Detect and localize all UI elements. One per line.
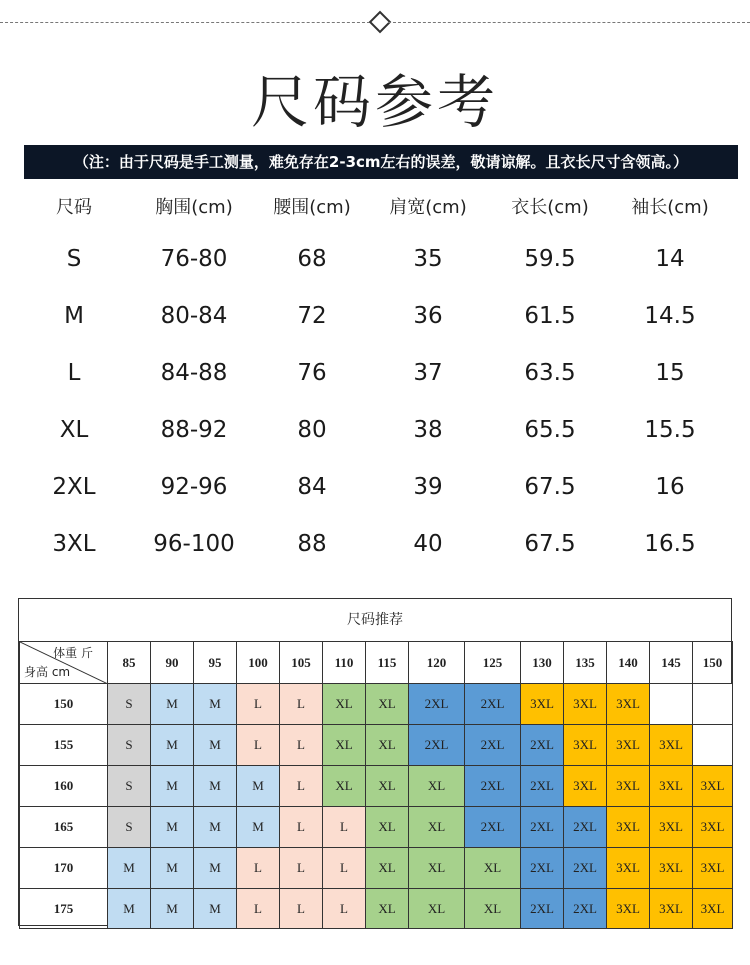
height-header: 170 [20,848,108,889]
size-cell: XL [323,725,366,766]
size-cell: L [237,684,280,725]
table-cell: 59.5 [524,246,576,272]
size-cell: 2XL [521,725,564,766]
size-cell: 2XL [409,725,465,766]
table-cell: 80 [297,417,327,443]
weight-header: 100 [237,642,280,684]
table-cell: 15.5 [644,417,696,443]
size-cell: 2XL [465,766,521,807]
size-cell [650,684,693,725]
size-cell: L [237,889,280,929]
size-cell: 3XL [650,725,693,766]
size-cell: XL [465,848,521,889]
size-cell: 3XL [607,807,650,848]
table-cell: 65.5 [524,417,576,443]
table-row [20,684,733,725]
size-cell: 2XL [409,684,465,725]
size-cell: XL [465,889,521,929]
table-cell: 2XL [52,474,96,500]
measurement-note: （注：由于尺码是手工测量，难免存在2-3cm左右的误差，敬请谅解。且衣长尺寸含领高。） [24,145,738,179]
table-cell: 16 [655,474,685,500]
weight-header: 105 [280,642,323,684]
size-cell: M [194,889,237,929]
height-header: 150 [20,684,108,725]
column-header: 衣长(cm) [511,197,589,218]
table-row [20,848,733,889]
table-cell: 84 [297,474,327,500]
size-cell: S [108,766,151,807]
column-header: 尺码 [56,197,92,218]
size-cell: XL [366,684,409,725]
size-cell: 2XL [521,766,564,807]
table-cell: XL [59,417,89,443]
table-cell: 36 [413,303,443,329]
table-cell: 72 [297,303,327,329]
size-cell: XL [366,848,409,889]
size-cell: M [194,766,237,807]
size-cell: L [280,766,323,807]
table-row [20,725,733,766]
size-cell: L [323,848,366,889]
size-cell: M [194,684,237,725]
table-cell: 35 [413,246,443,272]
size-cell: 3XL [650,848,693,889]
size-cell: M [237,766,280,807]
size-cell: M [151,684,194,725]
size-cell: XL [409,889,465,929]
size-cell: M [237,807,280,848]
size-cell: 2XL [465,807,521,848]
size-cell [693,725,733,766]
table-cell: 39 [413,474,443,500]
table-cell: 40 [413,531,443,557]
table-cell: 76 [297,360,327,386]
table-cell: 67.5 [524,474,576,500]
size-cell: S [108,807,151,848]
size-cell: 3XL [650,807,693,848]
size-cell: 3XL [564,684,607,725]
size-cell: L [323,889,366,929]
size-cell: 3XL [607,889,650,929]
size-cell: XL [409,848,465,889]
table-row [0,410,750,450]
size-cell: 3XL [650,766,693,807]
table-row [20,807,733,848]
size-cell: L [280,848,323,889]
table-cell: 63.5 [524,360,576,386]
size-cell: 2XL [564,807,607,848]
size-cell: M [151,807,194,848]
table-row [0,353,750,393]
size-cell: 2XL [521,848,564,889]
table-cell: M [64,303,84,329]
height-header: 165 [20,807,108,848]
size-table-header [0,188,750,228]
size-cell: L [280,684,323,725]
table-cell: 68 [297,246,327,272]
size-cell: L [323,807,366,848]
size-cell: XL [366,766,409,807]
column-header: 肩宽(cm) [389,197,467,218]
table-cell: 16.5 [644,531,696,557]
decor-line-left [0,22,370,23]
column-header: 袖长(cm) [631,197,709,218]
weight-header: 95 [194,642,237,684]
table-row [0,524,750,564]
size-cell: XL [366,725,409,766]
size-cell: 2XL [521,889,564,929]
table-cell: 3XL [52,531,96,557]
size-cell: 2XL [465,725,521,766]
size-cell: M [151,725,194,766]
weight-header: 150 [693,642,733,684]
height-axis-label: 身高 cm [24,665,71,679]
size-cell: M [194,848,237,889]
table-cell: 15 [655,360,685,386]
decor-line-right [388,22,750,23]
size-cell: S [108,725,151,766]
size-cell: XL [323,766,366,807]
size-cell: L [280,807,323,848]
table-cell: 37 [413,360,443,386]
size-cell: 3XL [521,684,564,725]
table-cell: 88 [297,531,327,557]
recommendation-grid [19,641,733,929]
weight-header: 110 [323,642,366,684]
size-cell: 3XL [693,889,733,929]
size-cell [693,684,733,725]
weight-header: 115 [366,642,409,684]
size-cell: XL [409,807,465,848]
table-cell: 96-100 [153,531,235,557]
size-cell: 2XL [564,889,607,929]
table-row [0,296,750,336]
size-cell: 3XL [607,766,650,807]
height-header: 155 [20,725,108,766]
table-cell: 88-92 [160,417,228,443]
table-cell: L [67,360,81,386]
size-cell: L [280,725,323,766]
table-row [0,467,750,507]
weight-header: 120 [409,642,465,684]
weight-header: 125 [465,642,521,684]
size-cell: M [108,848,151,889]
weight-axis-label: 体重 斤 [53,646,93,660]
height-header: 160 [20,766,108,807]
weight-header: 135 [564,642,607,684]
table-cell: 14.5 [644,303,696,329]
table-cell: 67.5 [524,531,576,557]
size-cell: 3XL [564,766,607,807]
height-header: 175 [20,889,108,929]
weight-header: 130 [521,642,564,684]
size-cell: 2XL [465,684,521,725]
size-cell: S [108,684,151,725]
recommendation-title: 尺码推荐 [19,599,731,642]
weight-header: 145 [650,642,693,684]
size-cell: XL [366,807,409,848]
size-cell: M [108,889,151,929]
size-cell: M [151,889,194,929]
weight-header: 85 [108,642,151,684]
size-cell: 3XL [693,848,733,889]
column-header: 胸围(cm) [155,197,233,218]
size-cell: XL [323,684,366,725]
size-cell: 3XL [607,848,650,889]
table-cell: S [66,246,82,272]
size-cell: 2XL [564,848,607,889]
size-cell: M [151,766,194,807]
column-header: 腰围(cm) [273,197,351,218]
size-cell: 3XL [693,807,733,848]
size-cell: 3XL [693,766,733,807]
page-title: 尺码参考 [250,68,499,136]
size-cell: M [194,807,237,848]
size-cell: L [237,848,280,889]
size-cell: XL [409,766,465,807]
size-cell: L [237,725,280,766]
size-cell: 2XL [521,807,564,848]
size-cell: M [194,725,237,766]
table-cell: 38 [413,417,443,443]
size-cell: L [280,889,323,929]
table-row [0,239,750,279]
weight-header-row [20,642,733,684]
table-row [20,889,733,929]
table-cell: 14 [655,246,685,272]
weight-header: 90 [151,642,194,684]
size-cell: XL [366,889,409,929]
table-cell: 92-96 [160,474,228,500]
table-cell: 61.5 [524,303,576,329]
grid-corner [20,642,108,684]
size-cell: 3XL [607,684,650,725]
table-row [20,766,733,807]
table-cell: 84-88 [160,360,228,386]
table-cell: 76-80 [160,246,228,272]
size-cell: 3XL [650,889,693,929]
weight-header: 140 [607,642,650,684]
size-cell: 3XL [564,725,607,766]
size-cell: M [151,848,194,889]
table-cell: 80-84 [160,303,228,329]
size-cell: 3XL [607,725,650,766]
size-recommendation-table [18,598,732,926]
